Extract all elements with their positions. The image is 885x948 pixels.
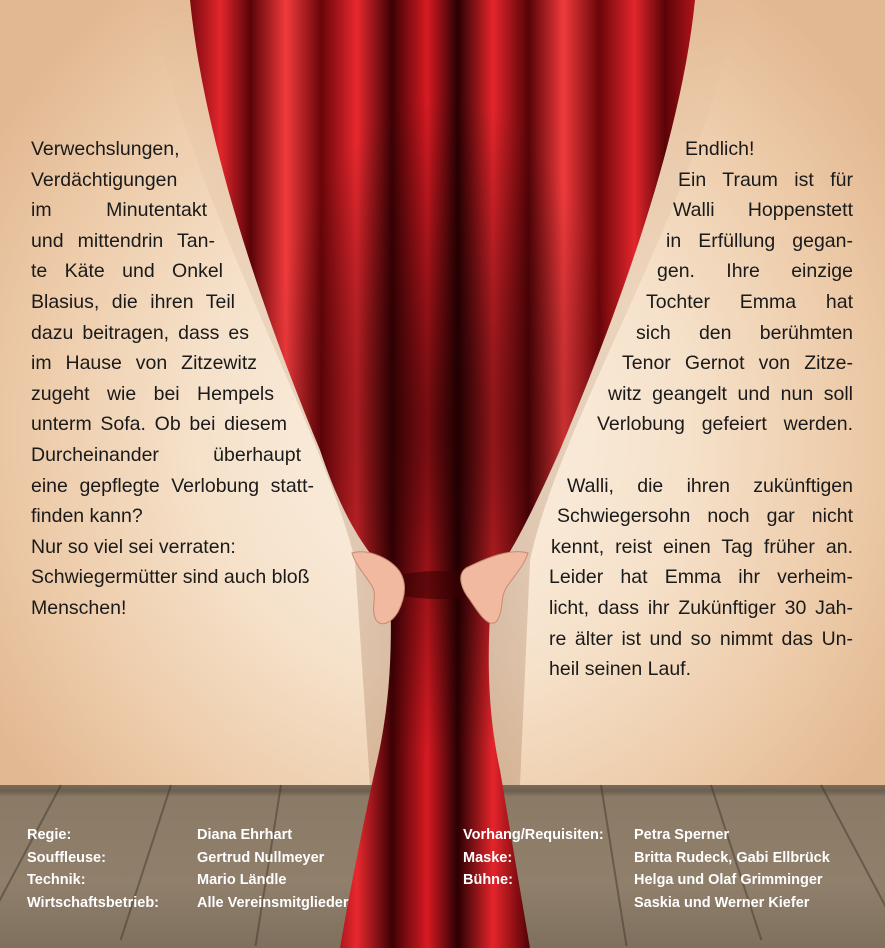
text-line: Tochter Emma hat [646, 291, 853, 313]
text-line: Menschen! [31, 597, 127, 619]
text-line: re älter ist und so nimmt das Un- [549, 627, 853, 650]
credits-right-names [634, 824, 830, 914]
text-line: in Erfüllung gegan- [666, 229, 853, 252]
text-line: Verdächtigungen [31, 168, 178, 191]
text-line: kennt, reist einen Tag früher an. [551, 535, 853, 558]
text-line: Verwechslungen, [31, 138, 180, 160]
text-line: Blasius, die ihren Teil [31, 291, 235, 313]
credit-role [463, 892, 604, 915]
text-line: Ein Traum ist für [678, 168, 853, 191]
text-line: sich den berühmten [636, 321, 853, 344]
credit-role: Bühne: [463, 872, 513, 888]
credit-role: Regie: [27, 827, 72, 843]
credit-name: Britta Rudeck, Gabi Ellbrück [634, 849, 830, 866]
text-line: Schwiegersohn noch gar nicht [557, 505, 853, 528]
text-line: Walli, die ihren zukünftigen [567, 474, 853, 497]
text-line: Endlich! [685, 138, 755, 160]
credit-name: Helga und Olaf Grimminger [634, 872, 823, 888]
text-line: Nur so viel sei verraten: [31, 535, 236, 558]
text-line: zugeht wie bei Hempels [31, 382, 274, 405]
text-line: Verlobung gefeiert werden. [597, 413, 853, 436]
credit-name: Mario Ländle [197, 872, 287, 888]
text-line: Durcheinander überhaupt [31, 444, 301, 466]
credit-name: Alle Vereinsmitglieder [197, 894, 349, 911]
text-line: Tenor Gernot von Zitze- [622, 352, 853, 375]
text-line: dazu beitragen, dass es [31, 321, 249, 344]
credits-left-names [197, 824, 349, 914]
text-line: heil seinen Lauf. [549, 658, 692, 681]
text-line: Walli Hoppenstett [673, 199, 853, 222]
text-line: Leider hat Emma ihr verheim- [549, 566, 853, 589]
credit-role: Wirtschaftsbetrieb: [27, 894, 160, 911]
credit-name: Saskia und Werner Kiefer [634, 894, 810, 911]
credit-role: Maske: [463, 849, 513, 866]
text-line: im Hause von Zitzewitz [31, 352, 257, 375]
text-line: und mittendrin Tan- [31, 229, 215, 252]
credit-role: Souffleuse: [27, 849, 106, 866]
credits-left-roles [27, 824, 159, 914]
text-line: unterm Sofa. Ob bei diesem [31, 413, 287, 436]
text-line: finden kann? [31, 505, 143, 528]
text-line: im Minutentakt [31, 199, 207, 222]
text-line: te Käte und Onkel [31, 260, 223, 283]
credit-name: Petra Sperner [634, 827, 730, 843]
text-line: Schwiegermütter sind auch bloß [31, 566, 310, 589]
credit-name: Gertrud Nullmeyer [197, 849, 325, 866]
text-line: eine gepflegte Verlobung statt- [31, 474, 314, 497]
credit-role: Technik: [27, 872, 86, 888]
credit-name: Diana Ehrhart [197, 827, 293, 843]
text-line: witz geangelt und nun soll [608, 382, 853, 405]
text-line: licht, dass ihr Zukünftiger 30 Jah- [549, 597, 853, 619]
credits-right-roles [463, 824, 604, 914]
text-line: gen. Ihre einzige [657, 260, 853, 283]
credit-role: Vorhang/Requisiten: [463, 827, 604, 843]
